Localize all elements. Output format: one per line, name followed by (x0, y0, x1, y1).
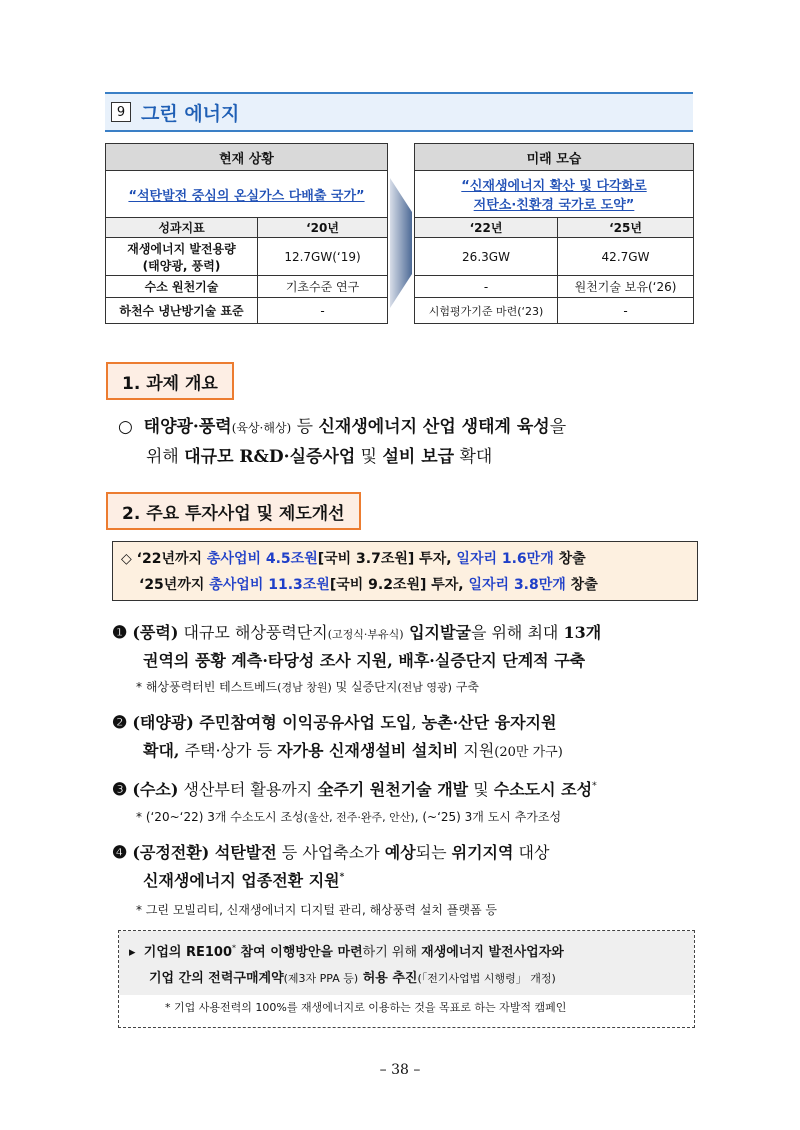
item-wind-line-1: ❶ (풍력) 대규모 해상풍력단지(고정식·부유식) 입지발굴을 위해 최대 13개 (112, 623, 602, 643)
re100-line-1: ▸ 기업의 RE100* 참여 이행방안을 마련하기 위해 재생에너지 발전사업자와 (129, 943, 564, 960)
target-line-2025: ‘25년까지 총사업비 11.3조원[국비 9.2조원] 투자, 일자리 3.8만개 창출 (139, 577, 598, 593)
future-slogan: “신재생에너지 확산 및 다각화로 저탄소·친환경 국가로 도약” (415, 171, 694, 218)
section-number: 9 (111, 102, 131, 122)
item-solar-line-2: 확대, 주택·상가 등 자가용 신재생설비 설치비 지원(20만 가구) (143, 741, 563, 760)
item-hydrogen-note: * (‘20~‘22) 3개 수소도시 조성(울산, 전주·완주, 안산), (~‘25) 3개 도시 추가조성 (136, 810, 562, 824)
value-river-heat-25: - (558, 298, 694, 324)
target-line-2022: ◇ ‘22년까지 총사업비 4.5조원[국비 3.7조원] 투자, 일자리 1.6만개 창출 (121, 551, 586, 567)
row-label-river-heat: 하천수 냉난방기술 표준 (106, 298, 258, 324)
value-river-heat-22: 시험평가기준 마련(‘23) (415, 298, 558, 324)
value-hydrogen-20: 기초수준 연구 (258, 276, 388, 298)
current-slogan: “석탄발전 중심의 온실가스 다배출 국가” (106, 171, 388, 218)
row-label-hydrogen: 수소 원천기술 (106, 276, 258, 298)
item-transition-line-2: 신재생에너지 업종전환 지원* (143, 871, 345, 890)
value-hydrogen-25: 원천기술 보유(‘26) (558, 276, 694, 298)
item-hydrogen-line-1: ❸ (수소) 생산부터 활용까지 全주기 원천기술 개발 및 수소도시 조성* (112, 780, 597, 800)
value-renewable-22: 26.3GW (415, 238, 558, 276)
investment-heading: 2. 주요 투자사업 및 제도개선 (106, 492, 361, 530)
row-label-renewable: 재생에너지 발전용량 (태양광, 풍력) (106, 238, 258, 276)
overview-heading: 1. 과제 개요 (106, 362, 234, 400)
investment-target-box (112, 541, 698, 601)
col-year-25: ‘25년 (558, 218, 694, 238)
current-header: 현재 상황 (106, 144, 388, 171)
re100-line-2: 기업 간의 전력구매계약(제3자 PPA 등) 허용 추진(「전기사업법 시행령」 개정) (149, 971, 556, 986)
transition-arrow-icon (388, 178, 414, 308)
re100-footnote: * 기업 사용전력의 100%를 재생에너지로 이용하는 것을 목표로 하는 자발적 캠페인 (165, 1001, 567, 1014)
value-renewable-25: 42.7GW (558, 238, 694, 276)
value-hydrogen-22: - (415, 276, 558, 298)
col-year-22: ‘22년 (415, 218, 558, 238)
future-table (414, 143, 694, 324)
re100-note-box (118, 930, 695, 1028)
section-header (105, 92, 693, 132)
future-header: 미래 모습 (415, 144, 694, 171)
item-solar-line-1: ❷ (태양광) 주민참여형 이익공유사업 도입, 농촌·산단 융자지원 (112, 713, 557, 733)
col-indicator: 성과지표 (106, 218, 258, 238)
item-transition-note: * 그린 모빌리티, 신재생에너지 디지털 관리, 해상풍력 설치 플랫폼 등 (136, 903, 497, 917)
value-renewable-20: 12.7GW(‘19) (258, 238, 388, 276)
current-status-table (105, 143, 388, 324)
item-wind-line-2: 권역의 풍황 계측·타당성 조사 지원, 배후·실증단지 단계적 구축 (143, 651, 586, 670)
overview-line-1: ○ 태양광·풍력(육상·해상) 등 신재생에너지 산업 생태계 육성을 (118, 417, 567, 437)
overview-line-2: 위해 대규모 R&D·실증사업 및 설비 보급 확대 (146, 447, 493, 467)
page-number: – 38 – (379, 1062, 421, 1078)
value-river-heat-20: - (258, 298, 388, 324)
col-year-20: ‘20년 (258, 218, 388, 238)
item-wind-note: * 해상풍력터빈 테스트베드(경남 창원) 및 실증단지(전남 영광) 구축 (136, 680, 479, 694)
section-title: 그린 에너지 (141, 102, 240, 125)
item-transition-line-1: ❹ (공정전환) 석탄발전 등 사업축소가 예상되는 위기지역 대상 (112, 843, 550, 863)
